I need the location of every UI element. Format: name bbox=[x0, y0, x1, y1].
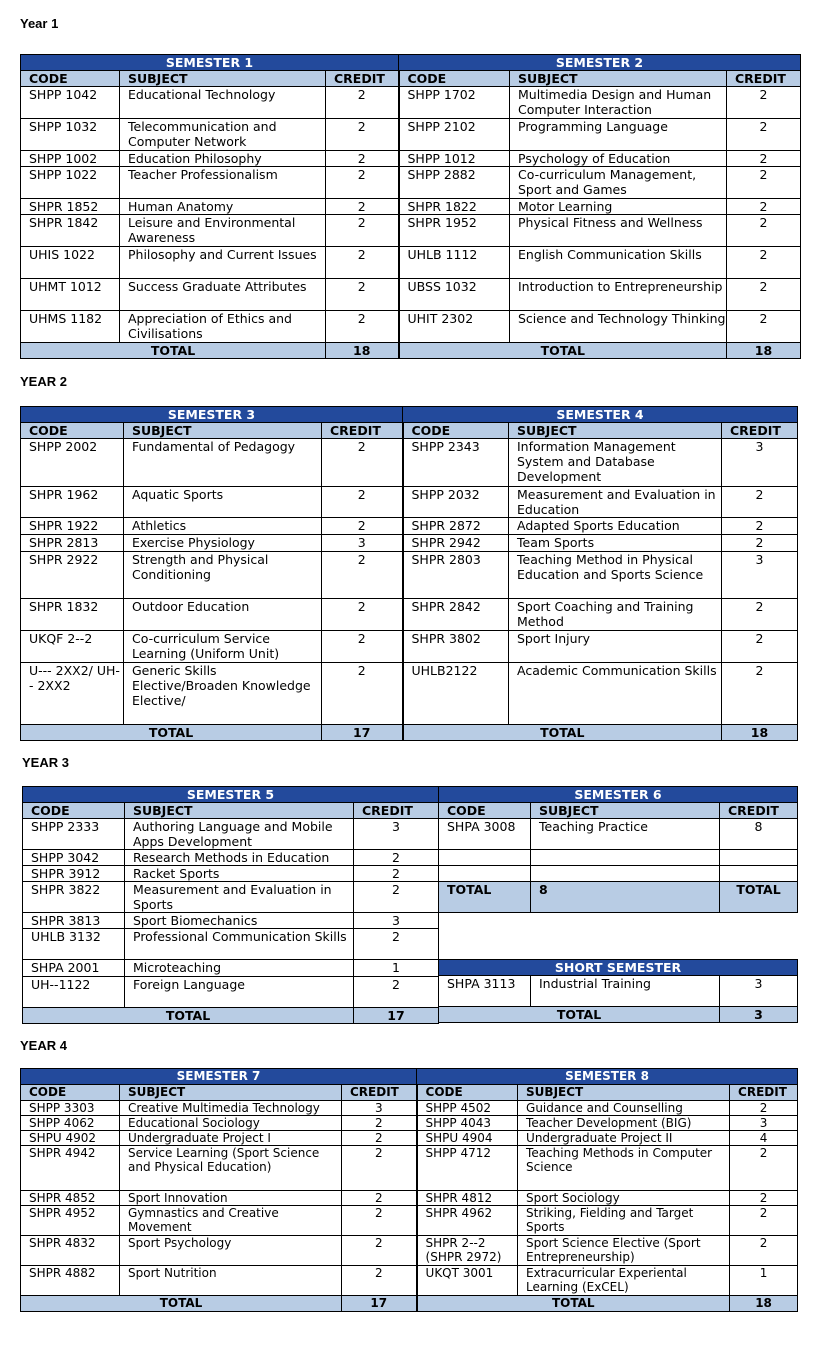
course-row bbox=[21, 279, 801, 311]
empty-cell bbox=[439, 866, 531, 882]
course-subject: Generic Skills Elective/Broaden Knowledge Elective/ bbox=[124, 663, 322, 725]
total-value: 18 bbox=[727, 343, 801, 359]
course-credit: 2 bbox=[326, 167, 399, 199]
course-subject: Exercise Physiology bbox=[124, 535, 322, 552]
total-value: 18 bbox=[730, 1296, 798, 1312]
course-code: SHPP 2102 bbox=[399, 119, 510, 151]
course-code: SHPP 2032 bbox=[403, 487, 509, 518]
course-row bbox=[21, 552, 798, 599]
course-code: SHPR 2803 bbox=[403, 552, 509, 599]
course-code: UHMS 1182 bbox=[21, 311, 120, 343]
semester-1-header: SEMESTER 1 bbox=[21, 55, 399, 71]
course-subject: Co-curriculum Service Learning (Uniform Unit) bbox=[124, 631, 322, 663]
course-row bbox=[21, 151, 801, 167]
course-code: SHPP 1032 bbox=[21, 119, 120, 151]
course-row bbox=[21, 487, 798, 518]
course-subject: Physical Fitness and Wellness bbox=[510, 215, 727, 247]
course-code: SHPR 1922 bbox=[21, 518, 124, 535]
course-subject: Sport Coaching and Training Method bbox=[509, 599, 722, 631]
course-row bbox=[21, 1236, 798, 1266]
course-code: SHPR 4812 bbox=[417, 1191, 518, 1206]
course-code: SHPP 3042 bbox=[23, 850, 125, 866]
course-credit: 2 bbox=[727, 151, 801, 167]
course-row bbox=[23, 913, 439, 929]
code-header: CODE bbox=[403, 423, 509, 439]
course-credit: 2 bbox=[326, 151, 399, 167]
course-code: UHLB 1112 bbox=[399, 247, 510, 279]
credit-header: CREDIT bbox=[727, 71, 801, 87]
course-row bbox=[21, 599, 798, 631]
year-1-heading: Year 1 bbox=[20, 16, 59, 31]
course-subject: Measurement and Evaluation in Sports bbox=[125, 882, 354, 913]
course-row bbox=[23, 960, 439, 977]
course-code: SHPA 3008 bbox=[439, 819, 531, 850]
course-code: SHPR 4962 bbox=[417, 1206, 518, 1236]
course-code: UBSS 1032 bbox=[399, 279, 510, 311]
course-credit: 3 bbox=[722, 552, 798, 599]
course-code: SHPP 3303 bbox=[21, 1101, 120, 1116]
credit-header: CREDIT bbox=[326, 71, 399, 87]
semester-6-header: SEMESTER 6 bbox=[439, 787, 798, 803]
course-code: UKQT 3001 bbox=[417, 1266, 518, 1296]
course-credit: 2 bbox=[722, 535, 798, 552]
year-3-heading: YEAR 3 bbox=[22, 755, 69, 770]
subject-header: SUBJECT bbox=[531, 803, 720, 819]
course-code: SHPR 4882 bbox=[21, 1266, 120, 1296]
course-subject: Introduction to Entrepreneurship bbox=[510, 279, 727, 311]
code-header: CODE bbox=[21, 71, 120, 87]
course-subject: Sport Sociology bbox=[518, 1191, 730, 1206]
course-subject: Sport Nutrition bbox=[120, 1266, 342, 1296]
course-code: SHPP 1002 bbox=[21, 151, 120, 167]
course-credit: 2 bbox=[322, 599, 403, 631]
course-code: SHPP 2333 bbox=[23, 819, 125, 850]
total-value: 17 bbox=[322, 725, 403, 741]
course-subject: Industrial Training bbox=[531, 976, 720, 1007]
semester-8-header: SEMESTER 8 bbox=[417, 1069, 798, 1085]
code-header: CODE bbox=[21, 1085, 120, 1101]
course-credit: 3 bbox=[720, 976, 798, 1007]
course-subject: Striking, Fielding and Target Sports bbox=[518, 1206, 730, 1236]
course-subject: Academic Communication Skills bbox=[509, 663, 722, 725]
credit-header: CREDIT bbox=[342, 1085, 417, 1101]
empty-cell bbox=[439, 850, 531, 866]
course-credit: 2 bbox=[326, 215, 399, 247]
course-code: SHPP 1012 bbox=[399, 151, 510, 167]
course-credit: 2 bbox=[730, 1206, 798, 1236]
semester-2-header: SEMESTER 2 bbox=[399, 55, 801, 71]
year-2-heading: YEAR 2 bbox=[20, 374, 67, 389]
course-credit: 2 bbox=[722, 518, 798, 535]
credit-header: CREDIT bbox=[720, 803, 798, 819]
year-4-heading: YEAR 4 bbox=[20, 1038, 67, 1053]
course-code: UHMT 1012 bbox=[21, 279, 120, 311]
course-credit: 2 bbox=[322, 663, 403, 725]
year-2-table bbox=[20, 406, 798, 741]
total-label: TOTAL bbox=[439, 1007, 720, 1023]
course-code: SHPR 3822 bbox=[23, 882, 125, 913]
course-credit: 2 bbox=[342, 1266, 417, 1296]
course-row bbox=[21, 631, 798, 663]
course-code: SHPP 1042 bbox=[21, 87, 120, 119]
course-subject: Measurement and Evaluation in Education bbox=[509, 487, 722, 518]
course-subject: Teaching Method in Physical Education and Sports Science bbox=[509, 552, 722, 599]
course-subject: Undergraduate Project I bbox=[120, 1131, 342, 1146]
course-credit: 2 bbox=[730, 1146, 798, 1191]
course-subject: English Communication Skills bbox=[510, 247, 727, 279]
course-code: SHPP 1022 bbox=[21, 167, 120, 199]
course-code: SHPU 4904 bbox=[417, 1131, 518, 1146]
subject-header: SUBJECT bbox=[509, 423, 722, 439]
course-subject: Success Graduate Attributes bbox=[120, 279, 326, 311]
empty-cell bbox=[531, 866, 720, 882]
total-label-right: TOTAL bbox=[720, 882, 798, 913]
total-value: 8 bbox=[531, 882, 720, 913]
course-subject: Educational Sociology bbox=[120, 1116, 342, 1131]
year-4-table bbox=[20, 1068, 798, 1312]
course-subject: Telecommunication and Computer Network bbox=[120, 119, 326, 151]
short-semester-header: SHORT SEMESTER bbox=[439, 960, 798, 976]
course-code: SHPR 3912 bbox=[23, 866, 125, 882]
course-credit: 2 bbox=[727, 199, 801, 215]
course-credit: 2 bbox=[342, 1236, 417, 1266]
code-header: CODE bbox=[399, 71, 510, 87]
course-credit: 2 bbox=[326, 247, 399, 279]
course-credit: 2 bbox=[722, 663, 798, 725]
course-code: SHPR 4832 bbox=[21, 1236, 120, 1266]
course-subject: Creative Multimedia Technology bbox=[120, 1101, 342, 1116]
course-code: SHPR 2842 bbox=[403, 599, 509, 631]
course-subject: Programming Language bbox=[510, 119, 727, 151]
course-credit: 2 bbox=[342, 1116, 417, 1131]
course-subject: Motor Learning bbox=[510, 199, 727, 215]
course-credit: 2 bbox=[326, 199, 399, 215]
course-code: SHPR 1952 bbox=[399, 215, 510, 247]
course-row bbox=[21, 1101, 798, 1116]
course-row bbox=[21, 1116, 798, 1131]
course-code: SHPR 1842 bbox=[21, 215, 120, 247]
course-row bbox=[21, 1131, 798, 1146]
course-subject: Philosophy and Current Issues bbox=[120, 247, 326, 279]
course-code: SHPP 4043 bbox=[417, 1116, 518, 1131]
subject-header: SUBJECT bbox=[518, 1085, 730, 1101]
course-credit: 2 bbox=[322, 439, 403, 487]
course-credit: 2 bbox=[722, 631, 798, 663]
course-code: SHPR 4952 bbox=[21, 1206, 120, 1236]
course-code: UKQF 2--2 bbox=[21, 631, 124, 663]
course-credit: 2 bbox=[727, 87, 801, 119]
course-credit: 2 bbox=[727, 247, 801, 279]
course-credit: 2 bbox=[730, 1236, 798, 1266]
course-code: SHPP 4062 bbox=[21, 1116, 120, 1131]
course-code: UHLB2122 bbox=[403, 663, 509, 725]
course-code: SHPR 2--2 (SHPR 2972) bbox=[417, 1236, 518, 1266]
course-code: SHPU 4902 bbox=[21, 1131, 120, 1146]
subject-header: SUBJECT bbox=[120, 1085, 342, 1101]
total-label: TOTAL bbox=[403, 725, 722, 741]
empty-cell bbox=[720, 866, 798, 882]
course-credit: 2 bbox=[727, 279, 801, 311]
course-subject: Sport Injury bbox=[509, 631, 722, 663]
course-credit: 2 bbox=[354, 929, 439, 960]
course-subject: Appreciation of Ethics and Civilisations bbox=[120, 311, 326, 343]
code-header: CODE bbox=[417, 1085, 518, 1101]
course-credit: 3 bbox=[322, 535, 403, 552]
subject-header: SUBJECT bbox=[124, 423, 322, 439]
course-subject: Research Methods in Education bbox=[125, 850, 354, 866]
course-code: SHPP 4712 bbox=[417, 1146, 518, 1191]
course-row bbox=[23, 819, 439, 850]
semester-3-header: SEMESTER 3 bbox=[21, 407, 403, 423]
semester-6-table bbox=[438, 786, 798, 913]
course-code: SHPR 1832 bbox=[21, 599, 124, 631]
course-subject: Leisure and Environmental Awareness bbox=[120, 215, 326, 247]
course-row bbox=[21, 119, 801, 151]
semester-4-header: SEMESTER 4 bbox=[403, 407, 798, 423]
course-row bbox=[21, 215, 801, 247]
course-credit: 2 bbox=[354, 882, 439, 913]
total-value: 17 bbox=[354, 1008, 439, 1024]
total-value: 3 bbox=[720, 1007, 798, 1023]
course-subject: Aquatic Sports bbox=[124, 487, 322, 518]
course-subject: Education Philosophy bbox=[120, 151, 326, 167]
course-code: SHPR 2872 bbox=[403, 518, 509, 535]
course-subject: Guidance and Counselling bbox=[518, 1101, 730, 1116]
course-code: SHPR 2942 bbox=[403, 535, 509, 552]
course-credit: 2 bbox=[322, 552, 403, 599]
course-code: SHPR 1822 bbox=[399, 199, 510, 215]
course-subject: Strength and Physical Conditioning bbox=[124, 552, 322, 599]
course-subject: Educational Technology bbox=[120, 87, 326, 119]
course-subject: Undergraduate Project II bbox=[518, 1131, 730, 1146]
semester-5-rows bbox=[23, 819, 439, 1008]
empty-cell bbox=[720, 850, 798, 866]
course-credit: 2 bbox=[326, 87, 399, 119]
year-4-rows bbox=[21, 1101, 798, 1296]
credit-header: CREDIT bbox=[354, 803, 439, 819]
course-credit: 4 bbox=[730, 1131, 798, 1146]
course-subject: Multimedia Design and Human Computer Interaction bbox=[510, 87, 727, 119]
course-row bbox=[23, 866, 439, 882]
course-code: U--- 2XX2/ UH-- 2XX2 bbox=[21, 663, 124, 725]
course-row bbox=[21, 311, 801, 343]
course-subject: Sport Biomechanics bbox=[125, 913, 354, 929]
course-subject: Authoring Language and Mobile Apps Development bbox=[125, 819, 354, 850]
total-label: TOTAL bbox=[21, 343, 326, 359]
course-credit: 3 bbox=[342, 1101, 417, 1116]
course-code: SHPP 4502 bbox=[417, 1101, 518, 1116]
course-subject: Racket Sports bbox=[125, 866, 354, 882]
year-1-rows bbox=[21, 87, 801, 343]
course-code: SHPR 1962 bbox=[21, 487, 124, 518]
short-semester-table bbox=[438, 959, 798, 1023]
course-credit: 2 bbox=[322, 487, 403, 518]
course-credit: 2 bbox=[322, 518, 403, 535]
course-credit: 2 bbox=[322, 631, 403, 663]
semester-5-table bbox=[22, 786, 439, 1024]
total-value: 17 bbox=[342, 1296, 417, 1312]
course-code: SHPP 2002 bbox=[21, 439, 124, 487]
course-subject: Professional Communication Skills bbox=[125, 929, 354, 960]
course-subject: Gymnastics and Creative Movement bbox=[120, 1206, 342, 1236]
course-code: SHPP 2343 bbox=[403, 439, 509, 487]
year-1-table bbox=[20, 54, 801, 359]
course-row bbox=[21, 518, 798, 535]
code-header: CODE bbox=[21, 423, 124, 439]
total-label: TOTAL bbox=[399, 343, 727, 359]
course-credit: 2 bbox=[342, 1131, 417, 1146]
course-code: SHPR 2922 bbox=[21, 552, 124, 599]
course-row bbox=[23, 882, 439, 913]
course-credit: 2 bbox=[727, 311, 801, 343]
course-row bbox=[21, 87, 801, 119]
course-credit: 8 bbox=[720, 819, 798, 850]
course-subject: Science and Technology Thinking bbox=[510, 311, 727, 343]
course-credit: 2 bbox=[342, 1206, 417, 1236]
course-code: SHPR 4852 bbox=[21, 1191, 120, 1206]
course-row bbox=[21, 1206, 798, 1236]
course-subject: Service Learning (Sport Science and Physical Education) bbox=[120, 1146, 342, 1191]
course-row bbox=[21, 535, 798, 552]
course-code: UHIT 2302 bbox=[399, 311, 510, 343]
course-code: SHPA 2001 bbox=[23, 960, 125, 977]
semester-7-header: SEMESTER 7 bbox=[21, 1069, 417, 1085]
course-code: SHPP 1702 bbox=[399, 87, 510, 119]
course-credit: 3 bbox=[354, 913, 439, 929]
course-credit: 2 bbox=[722, 599, 798, 631]
course-subject: Teaching Practice bbox=[531, 819, 720, 850]
semester-5-header: SEMESTER 5 bbox=[23, 787, 439, 803]
empty-cell bbox=[531, 850, 720, 866]
course-subject: Sport Psychology bbox=[120, 1236, 342, 1266]
course-row bbox=[21, 439, 798, 487]
credit-header: CREDIT bbox=[722, 423, 798, 439]
course-subject: Human Anatomy bbox=[120, 199, 326, 215]
course-code: SHPR 4942 bbox=[21, 1146, 120, 1191]
course-code: SHPR 3802 bbox=[403, 631, 509, 663]
course-row bbox=[23, 929, 439, 960]
total-label: TOTAL bbox=[417, 1296, 730, 1312]
subject-header: SUBJECT bbox=[120, 71, 326, 87]
course-credit: 2 bbox=[342, 1191, 417, 1206]
course-credit: 2 bbox=[342, 1146, 417, 1191]
credit-header: CREDIT bbox=[730, 1085, 798, 1101]
course-credit: 2 bbox=[727, 215, 801, 247]
subject-header: SUBJECT bbox=[510, 71, 727, 87]
course-subject: Sport Innovation bbox=[120, 1191, 342, 1206]
course-subject: Adapted Sports Education bbox=[509, 518, 722, 535]
course-credit: 2 bbox=[326, 119, 399, 151]
course-credit: 2 bbox=[326, 311, 399, 343]
course-row bbox=[21, 1146, 798, 1191]
course-credit: 2 bbox=[354, 866, 439, 882]
course-credit: 3 bbox=[722, 439, 798, 487]
subject-header: SUBJECT bbox=[125, 803, 354, 819]
course-credit: 2 bbox=[354, 850, 439, 866]
total-label: TOTAL bbox=[23, 1008, 354, 1024]
course-credit: 2 bbox=[727, 119, 801, 151]
course-credit: 2 bbox=[354, 977, 439, 1008]
total-value: 18 bbox=[326, 343, 399, 359]
course-credit: 2 bbox=[326, 279, 399, 311]
course-subject: Co-curriculum Management, Sport and Games bbox=[510, 167, 727, 199]
course-credit: 3 bbox=[730, 1116, 798, 1131]
course-code: SHPR 1852 bbox=[21, 199, 120, 215]
course-credit: 2 bbox=[722, 487, 798, 518]
year-2-rows bbox=[21, 439, 798, 725]
course-code: UH--1122 bbox=[23, 977, 125, 1008]
course-credit: 2 bbox=[730, 1101, 798, 1116]
course-subject: Extracurricular Experiental Learning (ExCEL) bbox=[518, 1266, 730, 1296]
course-credit: 2 bbox=[730, 1191, 798, 1206]
course-code: UHIS 1022 bbox=[21, 247, 120, 279]
course-row bbox=[21, 1191, 798, 1206]
course-subject: Teacher Professionalism bbox=[120, 167, 326, 199]
course-row bbox=[21, 1266, 798, 1296]
course-row bbox=[23, 977, 439, 1008]
course-code: SHPA 3113 bbox=[439, 976, 531, 1007]
course-subject: Microteaching bbox=[125, 960, 354, 977]
course-subject: Outdoor Education bbox=[124, 599, 322, 631]
total-label: TOTAL bbox=[21, 725, 322, 741]
course-credit: 3 bbox=[354, 819, 439, 850]
course-subject: Teaching Methods in Computer Science bbox=[518, 1146, 730, 1191]
course-code: SHPP 2882 bbox=[399, 167, 510, 199]
course-subject: Information Management System and Database Development bbox=[509, 439, 722, 487]
course-code: SHPR 3813 bbox=[23, 913, 125, 929]
course-row bbox=[21, 199, 801, 215]
course-subject: Sport Science Elective (Sport Entrepreneurship) bbox=[518, 1236, 730, 1266]
course-credit: 1 bbox=[354, 960, 439, 977]
course-subject: Fundamental of Pedagogy bbox=[124, 439, 322, 487]
course-subject: Foreign Language bbox=[125, 977, 354, 1008]
course-credit: 1 bbox=[730, 1266, 798, 1296]
course-credit: 2 bbox=[727, 167, 801, 199]
course-row bbox=[23, 850, 439, 866]
code-header: CODE bbox=[23, 803, 125, 819]
course-code: UHLB 3132 bbox=[23, 929, 125, 960]
total-value: 18 bbox=[722, 725, 798, 741]
total-label: TOTAL bbox=[21, 1296, 342, 1312]
course-row bbox=[21, 247, 801, 279]
course-row bbox=[21, 663, 798, 725]
course-subject: Teacher Development (BIG) bbox=[518, 1116, 730, 1131]
total-label: TOTAL bbox=[439, 882, 531, 913]
course-subject: Team Sports bbox=[509, 535, 722, 552]
course-code: SHPR 2813 bbox=[21, 535, 124, 552]
credit-header: CREDIT bbox=[322, 423, 403, 439]
course-subject: Athletics bbox=[124, 518, 322, 535]
course-row bbox=[21, 167, 801, 199]
course-subject: Psychology of Education bbox=[510, 151, 727, 167]
code-header: CODE bbox=[439, 803, 531, 819]
